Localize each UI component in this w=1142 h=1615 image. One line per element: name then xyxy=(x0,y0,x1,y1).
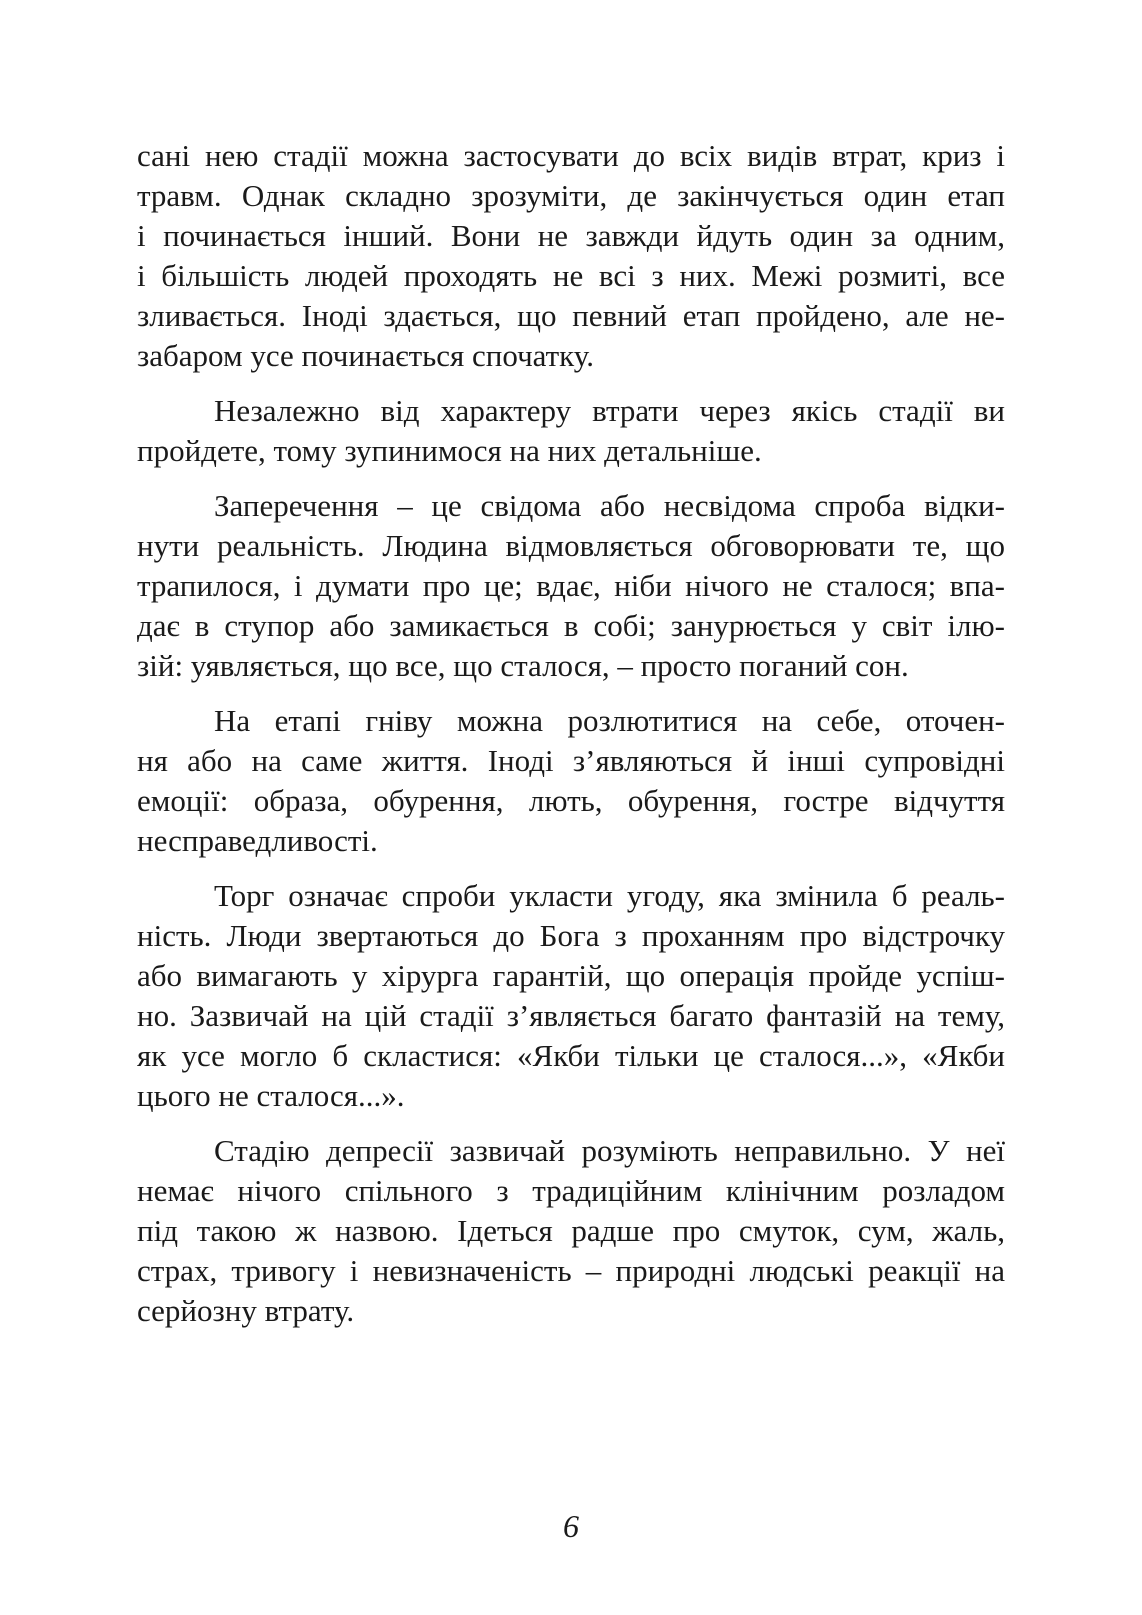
text-line: но. Зазвичай на цій стадії з’являється багато фантазій на тему, xyxy=(137,998,1005,1033)
text-line: зливається. Іноді здається, що певний етап пройдено, але не- xyxy=(137,298,1005,333)
text-line: або вимагають у хірурга гарантій, що операція пройде успіш- xyxy=(137,958,1005,993)
text-line: дає в ступор або замикається в собі; занурюється у світ ілю- xyxy=(137,608,1005,643)
text-line: На етапі гніву можна розлютитися на себе, оточен- xyxy=(214,703,1005,738)
text-line: цього не сталося...». xyxy=(137,1078,405,1113)
text-line: ність. Люди звертаються до Бога з проханням про відстрочку xyxy=(137,918,1005,953)
text-line: ня або на саме життя. Іноді з’являються й інші супровідні xyxy=(137,743,1005,778)
text-line: Стадію депресії зазвичай розуміють неправильно. У неї xyxy=(214,1133,1005,1168)
text-line: пройдете, тому зупинимося на них детальніше. xyxy=(137,433,762,468)
body-text xyxy=(137,136,1005,1346)
text-line: і починається інший. Вони не завжди йдуть один за одним, xyxy=(137,218,1005,253)
text-line: Торг означає спроби укласти угоду, яка змінила б реаль- xyxy=(214,878,1005,913)
text-line: немає нічого спільного з традиційним клінічним розладом xyxy=(137,1173,1005,1208)
text-line: сані нею стадії можна застосувати до всіх видів втрат, криз і xyxy=(137,138,1005,173)
page-number: 6 xyxy=(563,1508,579,1544)
paragraph-3 xyxy=(137,486,1005,686)
paragraph-5 xyxy=(137,876,1005,1116)
text-line: Незалежно від характеру втрати через якісь стадії ви xyxy=(214,393,1005,428)
paragraph-1 xyxy=(137,136,1005,376)
text-line: як усе могло б скластися: «Якби тільки це сталося...», «Якби xyxy=(137,1038,1005,1073)
text-line: зій: уявляється, що все, що сталося, – просто поганий сон. xyxy=(137,648,909,683)
paragraph-2 xyxy=(137,391,1005,471)
text-line: Заперечення – це свідома або несвідома спроба відки- xyxy=(214,488,1005,523)
text-line: забаром усе починається спочатку. xyxy=(137,338,594,373)
text-line: серйозну втрату. xyxy=(137,1293,355,1328)
text-line: травм. Однак складно зрозуміти, де закінчується один етап xyxy=(137,178,1005,213)
text-line: під такою ж назвою. Ідеться радше про смуток, сум, жаль, xyxy=(137,1213,1005,1248)
paragraph-4 xyxy=(137,701,1005,861)
text-line: несправедливості. xyxy=(137,823,378,858)
text-line: емоції: образа, обурення, лють, обурення, гостре відчуття xyxy=(137,783,1005,818)
text-line: нути реальність. Людина відмовляється обговорювати те, що xyxy=(137,528,1005,563)
text-line: страх, тривогу і невизначеність – природні людські реакції на xyxy=(137,1253,1005,1288)
text-line: і більшість людей проходять не всі з них. Межі розмиті, все xyxy=(137,258,1005,293)
paragraph-6 xyxy=(137,1131,1005,1331)
text-line: трапилося, і думати про це; вдає, ніби нічого не сталося; впа- xyxy=(137,568,1005,603)
